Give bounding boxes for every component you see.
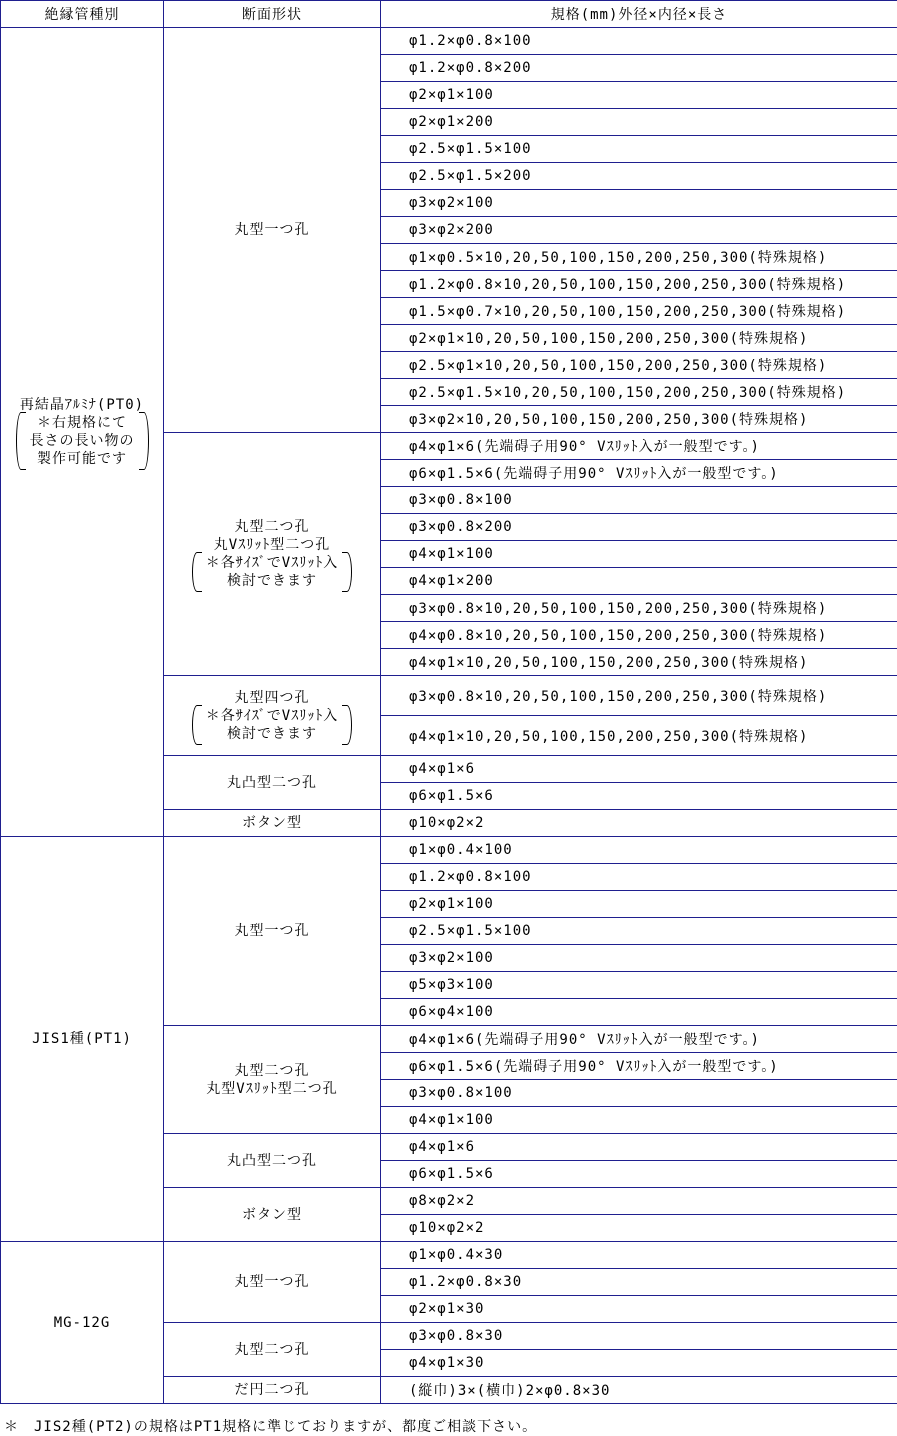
spec-cell: φ4×φ1×10,20,50,100,150,200,250,300(特殊規格) [381,716,897,756]
spec-cell: φ2.5×φ1×10,20,50,100,150,200,250,300(特殊規格) [381,352,897,379]
cross-section-cell [164,1323,381,1377]
cross-section-label: 丸型二つ孔 [164,1062,380,1080]
spec-cell: φ1×φ0.4×30 [381,1242,897,1269]
cross-section-note [192,554,352,590]
spec-cell: φ3×φ2×100 [381,190,897,217]
cross-section-note-line: ＊各ｻｲｽﾞでVｽﾘｯﾄ入 [206,554,338,572]
spec-cell: φ5×φ3×100 [381,972,897,999]
insulation-type-cell [1,837,164,1242]
insulation-type-note [16,414,149,468]
spec-cell: φ6×φ1.5×6(先端碍子用90° Vｽﾘｯﾄ入が一般型です。) [381,460,897,487]
cross-section-label: 丸凸型二つ孔 [164,1152,380,1170]
table-row [1,28,897,55]
cross-section-label: だ円二つ孔 [164,1381,380,1399]
spec-cell: φ3×φ0.8×100 [381,487,897,514]
cross-section-cell [164,1134,381,1188]
cross-section-label: 丸型二つ孔 [164,518,380,536]
spec-cell: φ1×φ0.4×100 [381,837,897,864]
spec-cell: φ3×φ2×200 [381,217,897,244]
cross-section-label: 丸型四つ孔 [164,689,380,707]
spec-cell: φ4×φ1×6 [381,1134,897,1161]
cross-section-label: 丸Vｽﾘｯﾄ型二つ孔 [164,536,380,554]
cross-section-label: 丸型Vｽﾘｯﾄ型二つ孔 [164,1080,380,1098]
spec-cell: φ2.5×φ1.5×10,20,50,100,150,200,250,300(特殊規格) [381,379,897,406]
spec-cell: φ4×φ0.8×10,20,50,100,150,200,250,300(特殊規格) [381,622,897,649]
cross-section-cell [164,1377,381,1404]
header-spec: 規格(mm)外径×内径×長さ [381,1,897,28]
spec-cell: φ10×φ2×2 [381,1215,897,1242]
header-cross-section: 断面形状 [164,1,381,28]
insulation-type-note-line: 製作可能です [30,450,135,468]
insulation-type-label: JIS1種(PT1) [1,1030,163,1048]
spec-cell: φ1.2×φ0.8×100 [381,28,897,55]
cross-section-label: ボタン型 [164,814,380,832]
cross-section-cell [164,756,381,810]
spec-cell: φ4×φ1×100 [381,541,897,568]
spec-cell: φ10×φ2×2 [381,810,897,837]
cross-section-label: ボタン型 [164,1206,380,1224]
spec-cell: φ4×φ1×10,20,50,100,150,200,250,300(特殊規格) [381,649,897,676]
cross-section-cell [164,1188,381,1242]
spec-cell: φ2×φ1×200 [381,109,897,136]
cross-section-label: 丸型二つ孔 [164,1341,380,1359]
cross-section-label: 丸型一つ孔 [164,1273,380,1291]
spec-cell: φ1.2×φ0.8×30 [381,1269,897,1296]
spec-cell: φ2.5×φ1.5×200 [381,163,897,190]
header-insulation-type: 絶縁管種別 [1,1,164,28]
spec-cell: φ1.5×φ0.7×10,20,50,100,150,200,250,300(特殊規格) [381,298,897,325]
cross-section-cell [164,837,381,1026]
spec-cell: φ4×φ1×6(先端碍子用90° Vｽﾘｯﾄ入が一般型です。) [381,1026,897,1053]
footnote: ＊ JIS2種(PT2)の規格はPT1規格に準じておりますが、都度ご相談下さい。 [4,1416,537,1436]
spec-cell: φ3×φ0.8×10,20,50,100,150,200,250,300(特殊規格) [381,676,897,716]
cross-section-note-line: 検討できます [206,725,338,743]
insulation-type-note-line: ＊右規格にて [30,414,135,432]
insulation-type-note-line: 長さの長い物の [30,432,135,450]
header-row [1,1,897,28]
spec-cell: φ4×φ1×100 [381,1107,897,1134]
table-row [1,837,897,864]
spec-cell: φ3×φ2×100 [381,945,897,972]
spec-cell: φ6×φ4×100 [381,999,897,1026]
spec-cell: φ4×φ1×6(先端碍子用90° Vｽﾘｯﾄ入が一般型です。) [381,433,897,460]
spec-cell: φ2×φ1×100 [381,891,897,918]
spec-cell: φ4×φ1×200 [381,568,897,595]
insulation-type-label: 再結晶ｱﾙﾐﾅ(PT0) [1,396,163,414]
cross-section-cell [164,433,381,676]
spec-cell: φ6×φ1.5×6 [381,783,897,810]
insulation-type-cell [1,28,164,837]
cross-section-label: 丸型一つ孔 [164,922,380,940]
cross-section-note-line: 検討できます [206,572,338,590]
spec-cell: φ2.5×φ1.5×100 [381,918,897,945]
table-body [1,28,897,1404]
spec-cell: φ6×φ1.5×6 [381,1161,897,1188]
spec-cell: φ3×φ0.8×200 [381,514,897,541]
spec-cell: φ3×φ0.8×10,20,50,100,150,200,250,300(特殊規格) [381,595,897,622]
spec-cell: φ2×φ1×100 [381,82,897,109]
cross-section-label: 丸凸型二つ孔 [164,774,380,792]
table-row [1,1242,897,1269]
spec-cell: φ4×φ1×30 [381,1350,897,1377]
cross-section-cell [164,28,381,433]
spec-cell: φ2×φ1×10,20,50,100,150,200,250,300(特殊規格) [381,325,897,352]
cross-section-cell [164,676,381,756]
spec-cell: φ4×φ1×6 [381,756,897,783]
spec-cell: (縦巾)3×(横巾)2×φ0.8×30 [381,1377,897,1404]
cross-section-cell [164,810,381,837]
cross-section-note [192,707,352,743]
spec-cell: φ2×φ1×30 [381,1296,897,1323]
cross-section-cell [164,1242,381,1323]
spec-cell: φ1×φ0.5×10,20,50,100,150,200,250,300(特殊規格) [381,244,897,271]
spec-cell: φ8×φ2×2 [381,1188,897,1215]
spec-cell: φ1.2×φ0.8×200 [381,55,897,82]
spec-cell: φ3×φ0.8×100 [381,1080,897,1107]
insulation-type-label: MG-12G [1,1314,163,1332]
cross-section-note-line: ＊各ｻｲｽﾞでVｽﾘｯﾄ入 [206,707,338,725]
insulation-type-cell [1,1242,164,1404]
spec-cell: φ3×φ2×10,20,50,100,150,200,250,300(特殊規格) [381,406,897,433]
cross-section-label: 丸型一つ孔 [164,221,380,239]
spec-cell: φ2.5×φ1.5×100 [381,136,897,163]
spec-cell: φ6×φ1.5×6(先端碍子用90° Vｽﾘｯﾄ入が一般型です。) [381,1053,897,1080]
spec-cell: φ3×φ0.8×30 [381,1323,897,1350]
cross-section-cell [164,1026,381,1134]
spec-cell: φ1.2×φ0.8×100 [381,864,897,891]
spec-cell: φ1.2×φ0.8×10,20,50,100,150,200,250,300(特殊規格) [381,271,897,298]
